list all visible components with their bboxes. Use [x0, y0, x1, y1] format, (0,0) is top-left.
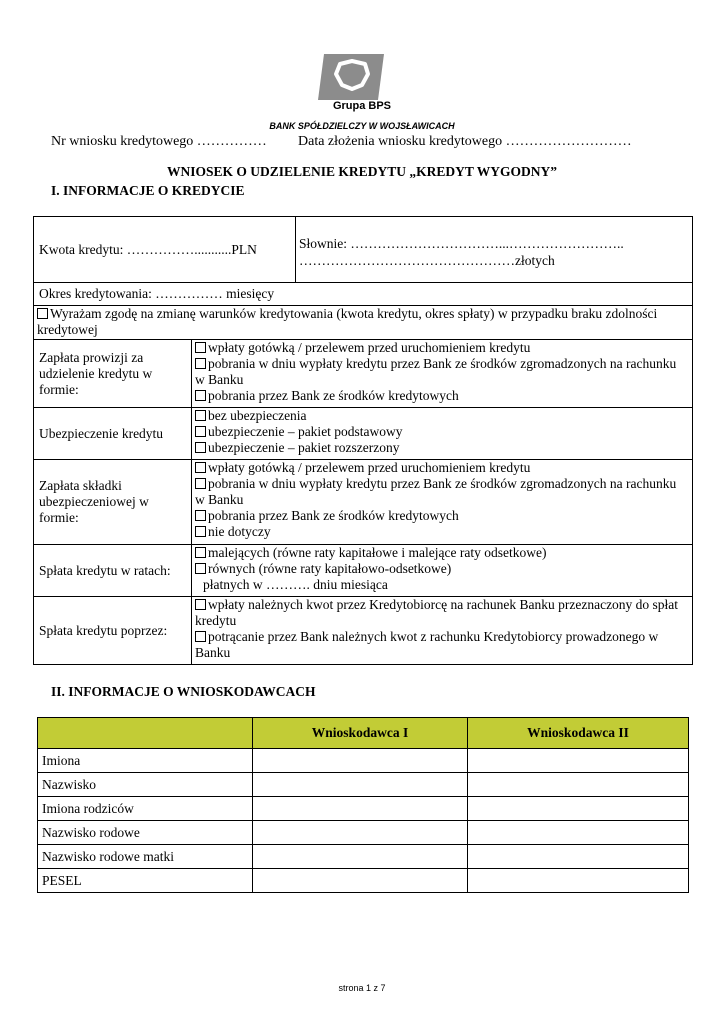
applicant-1-surname-field[interactable]: [253, 773, 468, 797]
table-row: [38, 821, 689, 845]
applicant-2-mother-maiden-name-field[interactable]: [468, 845, 689, 869]
row-label-parents-names: Imiona rodziców: [38, 797, 253, 821]
checkbox[interactable]: [195, 599, 206, 610]
installments-options: [192, 545, 693, 597]
checkbox[interactable]: [195, 563, 206, 574]
repayment-method-options: [192, 597, 693, 665]
insurance-label: Ubezpieczenie kredytu: [34, 408, 192, 460]
premium-option: pobrania w dniu wypłaty kredytu przez Bank ze środków zgromadzonych na rachunku w Banku: [195, 476, 677, 507]
applicant-1-first-names-field[interactable]: [253, 749, 468, 773]
repayment-option: wpłaty należnych kwot przez Kredytobiorcę na rachunek Banku przeznaczony do spłat kredytu: [195, 597, 679, 628]
premium-option: nie dotyczy: [195, 524, 689, 540]
insurance-premium-options: [192, 460, 693, 545]
credit-period-field[interactable]: Okres kredytowania: …………… miesięcy: [34, 283, 693, 306]
insurance-premium-label: Zapłata składki ubezpieczeniowej w formie:: [34, 460, 192, 545]
applicant-2-maiden-name-field[interactable]: [468, 821, 689, 845]
logo-text: Grupa BPS: [332, 100, 392, 112]
insurance-option: ubezpieczenie – pakiet podstawowy: [195, 424, 689, 440]
bank-name: BANK SPÓŁDZIELCZY W WOJSŁAWICACH: [269, 121, 455, 131]
repayment-method-label: Spłata kredytu poprzez:: [34, 597, 192, 665]
checkbox[interactable]: [195, 390, 206, 401]
applicant-2-header: Wnioskodawca II: [468, 718, 689, 749]
checkbox[interactable]: [195, 478, 206, 489]
row-label-mother-maiden-name: Nazwisko rodowe matki: [38, 845, 253, 869]
insurance-options: [192, 408, 693, 460]
checkbox[interactable]: [195, 442, 206, 453]
applicants-table: [37, 717, 689, 893]
amount-words-line-2: …………………………………………złotych: [299, 253, 555, 268]
checkbox[interactable]: [195, 631, 206, 642]
row-label-pesel: PESEL: [38, 869, 253, 893]
application-date-field[interactable]: Data złożenia wniosku kredytowego ………………………: [298, 134, 632, 149]
table-row: [38, 773, 689, 797]
table-row: [38, 845, 689, 869]
page-number: strona 1 z 7: [338, 983, 386, 993]
header-empty: [38, 718, 253, 749]
table-row: [38, 749, 689, 773]
checkbox[interactable]: [195, 547, 206, 558]
commission-payment-label: Zapłata prowizji za udzielenie kredytu w formie:: [34, 340, 192, 408]
section-2-heading: II. INFORMACJE O WNIOSKODAWCACH: [51, 684, 316, 699]
applicant-2-parents-names-field[interactable]: [468, 797, 689, 821]
commission-option: wpłaty gotówką / przelewem przed uruchomieniem kredytu: [195, 340, 689, 356]
applicant-1-parents-names-field[interactable]: [253, 797, 468, 821]
credit-amount-field[interactable]: Kwota kredytu: ……………...........PLN: [34, 217, 296, 283]
amount-words-line-1: Słownie: ……………………………...……………………..: [299, 236, 624, 251]
premium-option: pobrania przez Bank ze środków kredytowych: [195, 508, 689, 524]
applicant-2-pesel-field[interactable]: [468, 869, 689, 893]
applicant-2-surname-field[interactable]: [468, 773, 689, 797]
checkbox[interactable]: [195, 510, 206, 521]
commission-option: pobrania w dniu wypłaty kredytu przez Bank ze środków zgromadzonych na rachunku w Banku: [195, 356, 677, 387]
row-label-first-names: Imiona: [38, 749, 253, 773]
table-row: [38, 869, 689, 893]
checkbox[interactable]: [195, 526, 206, 537]
section-1-heading: I. INFORMACJE O KREDYCIE: [51, 183, 245, 198]
applicant-1-pesel-field[interactable]: [253, 869, 468, 893]
repayment-option: potrącanie przez Bank należnych kwot z rachunku Kredytobiorcy prowadzonego w Banku: [195, 629, 659, 660]
checkbox[interactable]: [195, 410, 206, 421]
credit-amount-words-field[interactable]: [296, 217, 693, 283]
checkbox[interactable]: [195, 462, 206, 473]
applicant-1-mother-maiden-name-field[interactable]: [253, 845, 468, 869]
installment-option: malejących (równe raty kapitałowe i malejące raty odsetkowe): [195, 545, 689, 561]
installments-label: Spłata kredytu w ratach:: [34, 545, 192, 597]
checkbox[interactable]: [195, 426, 206, 437]
commission-option: pobrania przez Bank ze środków kredytowych: [195, 388, 689, 404]
row-label-maiden-name: Nazwisko rodowe: [38, 821, 253, 845]
insurance-option: bez ubezpieczenia: [195, 408, 689, 424]
applicant-1-maiden-name-field[interactable]: [253, 821, 468, 845]
checkbox[interactable]: [195, 358, 206, 369]
document-title: WNIOSEK O UDZIELENIE KREDYTU „KREDYT WYGODNY”: [167, 164, 557, 179]
application-number-field[interactable]: Nr wniosku kredytowego ……………: [51, 134, 267, 149]
commission-payment-options: [192, 340, 693, 408]
premium-option: wpłaty gotówką / przelewem przed uruchomieniem kredytu: [195, 460, 689, 476]
table-row: [38, 797, 689, 821]
applicant-2-first-names-field[interactable]: [468, 749, 689, 773]
grupa-bps-logo: [318, 52, 386, 102]
payment-day-field[interactable]: płatnych w ………. dniu miesiąca: [203, 577, 388, 592]
insurance-option: ubezpieczenie – pakiet rozszerzony: [195, 440, 689, 456]
installment-option: równych (równe raty kapitałowo-odsetkowe): [195, 561, 689, 577]
consent-row: [34, 306, 693, 340]
consent-checkbox[interactable]: [37, 308, 48, 319]
row-label-surname: Nazwisko: [38, 773, 253, 797]
consent-text: Wyrażam zgodę na zmianę warunków kredytowania (kwota kredytu, okres spłaty) w przypadku braku zdolności kredytowej: [37, 306, 658, 337]
checkbox[interactable]: [195, 342, 206, 353]
applicant-1-header: Wnioskodawca I: [253, 718, 468, 749]
credit-info-table: [33, 216, 693, 665]
